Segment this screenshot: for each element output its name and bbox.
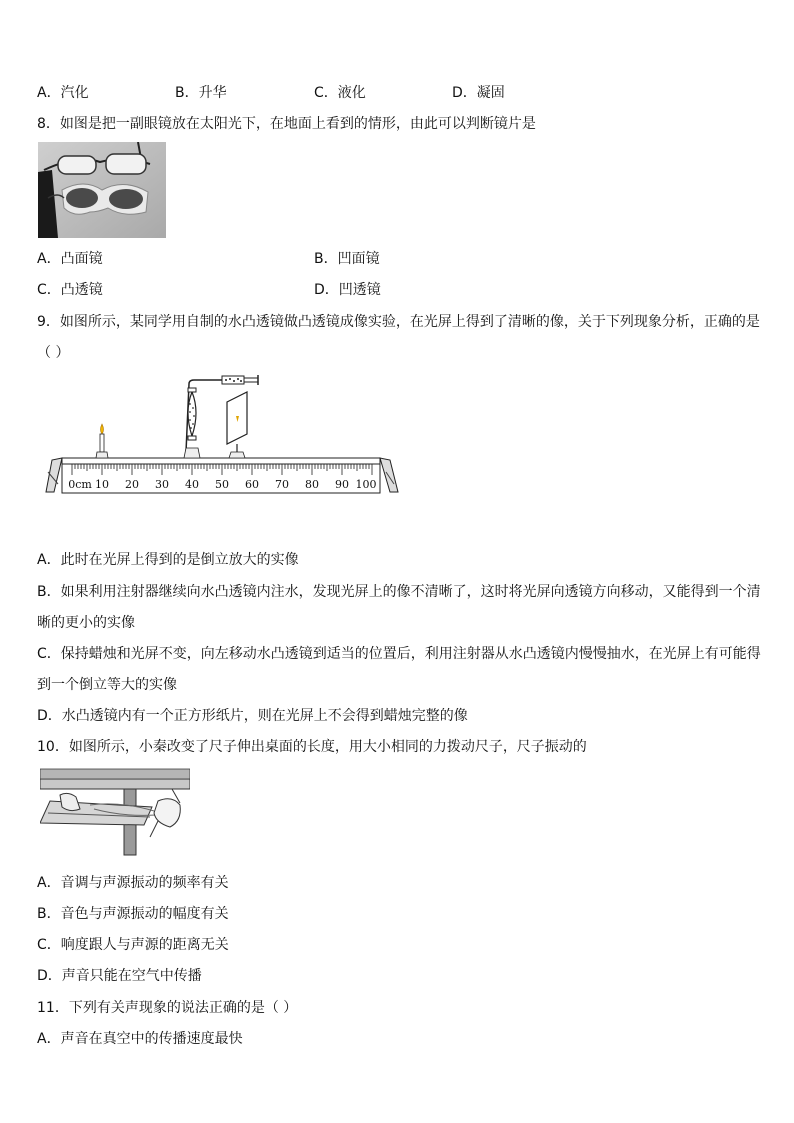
q9-option-a: A．此时在光屏上得到的是倒立放大的实像 — [37, 552, 299, 568]
q9-stem-line2: （ ） — [37, 345, 70, 361]
lens-experiment-figure — [44, 372, 400, 497]
q9-option-c-line2: 到一个倒立等大的实像 — [37, 677, 177, 693]
q10-option-c: C．响度跟人与声源的距离无关 — [37, 937, 229, 953]
ruler-table-figure — [40, 765, 190, 857]
ruler-label-40: 40 — [185, 478, 199, 491]
ruler-label-80: 80 — [305, 478, 319, 491]
light-screen — [227, 392, 247, 458]
q8-option-a: A．凸面镜 — [37, 251, 103, 267]
q9-stem-line1: 9．如图所示，某同学用自制的水凸透镜做凸透镜成像实验，在光屏上得到了清晰的像，关于下列现象分析，正确的是 — [37, 314, 760, 330]
q9-option-b-line1: B．如果利用注射器继续向水凸透镜内注水，发现光屏上的像不清晰了，这时将光屏向透镜方向移动，又能得到一个清 — [37, 584, 761, 600]
ruler-label-60: 60 — [245, 478, 259, 491]
q7-option-b: B．升华 — [175, 85, 227, 101]
candle — [96, 424, 108, 458]
q9-option-d: D．水凸透镜内有一个正方形纸片，则在光屏上不会得到蜡烛完整的像 — [37, 708, 468, 724]
q9-option-c-line1: C．保持蜡烛和光屏不变，向左移动水凸透镜到适当的位置后，利用注射器从水凸透镜内慢慢抽水，在光屏上有可能得 — [37, 646, 761, 662]
q8-option-c: C．凸透镜 — [37, 282, 103, 298]
q11-stem: 11．下列有关声现象的说法正确的是（ ） — [37, 1000, 298, 1016]
q10-option-b: B．音色与声源振动的幅度有关 — [37, 906, 229, 922]
q7-option-a: A．汽化 — [37, 85, 89, 101]
q10-option-a: A．音调与声源振动的频率有关 — [37, 875, 229, 891]
q10-stem: 10．如图所示，小秦改变了尺子伸出桌面的长度，用大小相同的力拨动尺子，尺子振动的 — [37, 739, 587, 755]
q9-option-b-line2: 晰的更小的实像 — [37, 615, 135, 631]
q7-option-d: D．凝固 — [452, 85, 505, 101]
ruler-label-30: 30 — [155, 478, 169, 491]
ruler-label-70: 70 — [275, 478, 289, 491]
q10-option-d: D．声音只能在空气中传播 — [37, 968, 202, 984]
ruler-label-50: 50 — [215, 478, 229, 491]
q7-option-c: C．液化 — [314, 85, 366, 101]
glasses-shadow-figure — [38, 142, 166, 238]
ruler-label-90: 90 — [335, 478, 349, 491]
q8-option-d: D．凹透镜 — [314, 282, 381, 298]
ruler-label-0: 0cm — [68, 478, 92, 491]
q8-stem: 8．如图是把一副眼镜放在太阳光下，在地面上看到的情形，由此可以判断镜片是 — [37, 116, 536, 132]
ruler-label-10: 10 — [95, 478, 109, 491]
ruler-label-20: 20 — [125, 478, 139, 491]
q8-option-b: B．凹面镜 — [314, 251, 380, 267]
q11-option-a: A．声音在真空中的传播速度最快 — [37, 1031, 243, 1047]
ruler-label-100: 100 — [355, 478, 377, 491]
